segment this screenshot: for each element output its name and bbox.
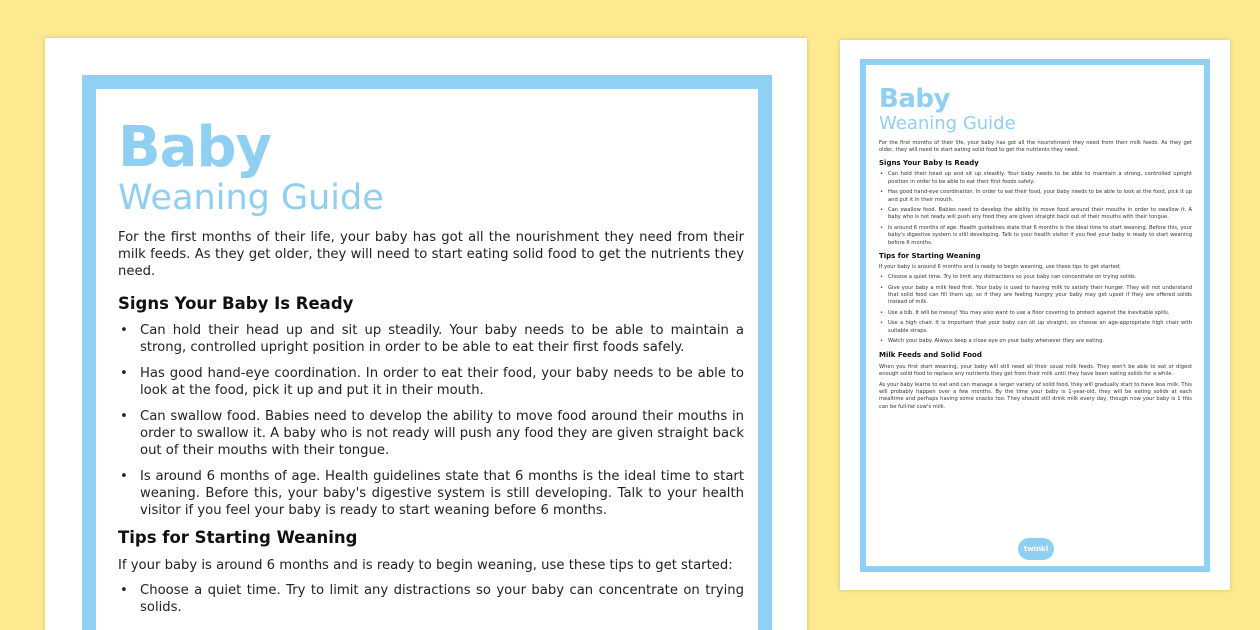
- signs-list: [118, 322, 744, 519]
- small-page-content: [879, 85, 1192, 411]
- bullet-icon: •: [880, 309, 884, 316]
- list-item-text: Can swallow food. Babies need to develop the ability to move food around their mouths in order to swallow it. A baby who is not ready will push any food they are given straight back out of their mouths with their tongue.: [888, 207, 1192, 221]
- bullet-icon: •: [120, 469, 128, 484]
- list-item-text: Use a bib. It will be messy! You may also want to use a floor covering to protect against the inevitable spills.: [888, 309, 1170, 316]
- list-item: [879, 207, 1192, 221]
- bullet-icon: •: [880, 320, 884, 327]
- small-signs-heading: Signs Your Baby Is Ready: [879, 159, 979, 168]
- signs-heading: Signs Your Baby Is Ready: [118, 294, 354, 313]
- list-item: [118, 408, 744, 459]
- large-page-border: [82, 75, 772, 630]
- bullet-icon: •: [880, 189, 884, 196]
- list-item-text: Can hold their head up and sit up steadily. Your baby needs to be able to maintain a strong, controlled upright position in order to be able to eat their first foods safely.: [140, 323, 744, 355]
- bullet-icon: •: [880, 284, 884, 291]
- list-item-text: Watch your baby. Always keep a close eye on your baby whenever they are eating.: [888, 338, 1104, 345]
- list-item-text: Choose a quiet time. Try to limit any distractions so your baby can concentrate on trying solids.: [888, 273, 1137, 280]
- bullet-icon: •: [120, 583, 128, 598]
- list-item-text: Has good hand-eye coordination. In order to eat their food, your baby needs to be able to look at the food, pick it up and put it in their mouth.: [140, 366, 744, 398]
- list-item: [879, 320, 1192, 334]
- list-item: [879, 171, 1192, 185]
- list-item: [879, 285, 1192, 307]
- list-item-text: Choose a quiet time. Try to limit any distractions so your baby can concentrate on trying solids.: [140, 583, 744, 615]
- bullet-icon: •: [120, 323, 128, 338]
- list-item-text: Use a high chair. It is important that your baby can sit up straight, so choose an age-appropriate high chair with suitable straps.: [888, 320, 1192, 334]
- small-page-subtitle: Weaning Guide: [879, 113, 1016, 134]
- list-item-text: Is around 6 months of age. Health guidelines state that 6 months is the ideal time to start weaning. Before this, your baby's digestive system is still developing. Talk to your health visitor if you feel your baby is ready to start weaning before 6 months.: [140, 469, 744, 518]
- small-intro-paragraph: For the first months of their life, your baby has got all the nourishment they need from their milk feeds. As they get older, they will need to start eating solid food to get the nutrients they need.: [879, 140, 1192, 154]
- small-tips-list: [879, 274, 1192, 346]
- list-item: [118, 365, 744, 399]
- list-item-text: Give your baby a milk feed first. Your baby is used to having milk to satisfy their hunger. They will not understand that solid food can fill them up, so if they are feeling hungry your baby may get upset if they are offered solids instead of milk.: [888, 284, 1192, 306]
- bullet-icon: •: [120, 366, 128, 381]
- list-item-text: Can swallow food. Babies need to develop the ability to move food around their mouths in order to swallow it. A baby who is not ready will push any food they are given straight back out of their mouths with their tongue.: [140, 409, 744, 458]
- bullet-icon: •: [880, 171, 884, 178]
- list-item-text: Has good hand-eye coordination. In order to eat their food, your baby needs to be able to look at the food, pick it up and put it in their mouth.: [888, 189, 1192, 203]
- small-page-border: [860, 59, 1210, 572]
- page-subtitle: Weaning Guide: [118, 178, 384, 218]
- bullet-icon: •: [880, 225, 884, 232]
- list-item: [879, 225, 1192, 247]
- tips-list: [118, 582, 744, 616]
- bullet-icon: •: [120, 409, 128, 424]
- list-item: [118, 322, 744, 356]
- twinkl-logo-icon: twinkl: [1018, 538, 1054, 560]
- list-item: [879, 274, 1192, 281]
- tips-intro: If your baby is around 6 months and is ready to begin weaning, use these tips to get started:: [118, 558, 733, 573]
- list-item: [118, 582, 744, 616]
- small-document-page: [840, 40, 1230, 590]
- small-page-title: Baby: [879, 84, 950, 114]
- small-milk-paragraph: When you first start weaning, your baby will still need all their usual milk feeds. They won't be able to eat or digest enough solid food to replace any nutrients they get from their milk until they have been eating solids for a while.: [879, 363, 1192, 377]
- list-item-text: Is around 6 months of age. Health guidelines state that 6 months is the ideal time to start weaning. Before this, your baby's digestive system is still developing. Talk to your health visitor if you feel your baby is ready to start weaning before 6 months.: [888, 225, 1192, 246]
- small-milk-paragraph: As your baby learns to eat and can manage a larger variety of solid food, they will gradually start to have less milk. This will probably happen over a few months. By the time your baby is 1-year-old, they will be eating solids at each mealtime and perhaps having some snacks too. They should still drink milk every day, though now your baby is 1 this can be full-fat cow's milk.: [879, 381, 1192, 410]
- tips-heading: Tips for Starting Weaning: [118, 528, 358, 547]
- page-title: Baby: [118, 115, 272, 180]
- intro-paragraph: For the first months of their life, your baby has got all the nourishment they need from their milk feeds. As they get older, they will need to start eating solid food to get the nutrients they need.: [118, 230, 744, 279]
- list-item: [879, 338, 1192, 345]
- list-item: [879, 189, 1192, 203]
- small-signs-list: [879, 171, 1192, 246]
- bullet-icon: •: [880, 273, 884, 280]
- list-item-text: Can hold their head up and sit up steadily. Your baby needs to be able to maintain a strong, controlled upright position in order to be able to eat their first foods safely.: [888, 171, 1192, 185]
- bullet-icon: •: [880, 207, 884, 214]
- bullet-icon: •: [880, 338, 884, 345]
- list-item: [879, 310, 1192, 317]
- small-tips-intro: If your baby is around 6 months and is ready to begin weaning, use these tips to get started:: [879, 263, 1121, 270]
- large-page-content: [118, 115, 744, 625]
- large-document-page: [45, 38, 807, 630]
- list-item: [118, 468, 744, 519]
- small-tips-heading: Tips for Starting Weaning: [879, 251, 981, 260]
- small-milk-heading: Milk Feeds and Solid Food: [879, 350, 982, 359]
